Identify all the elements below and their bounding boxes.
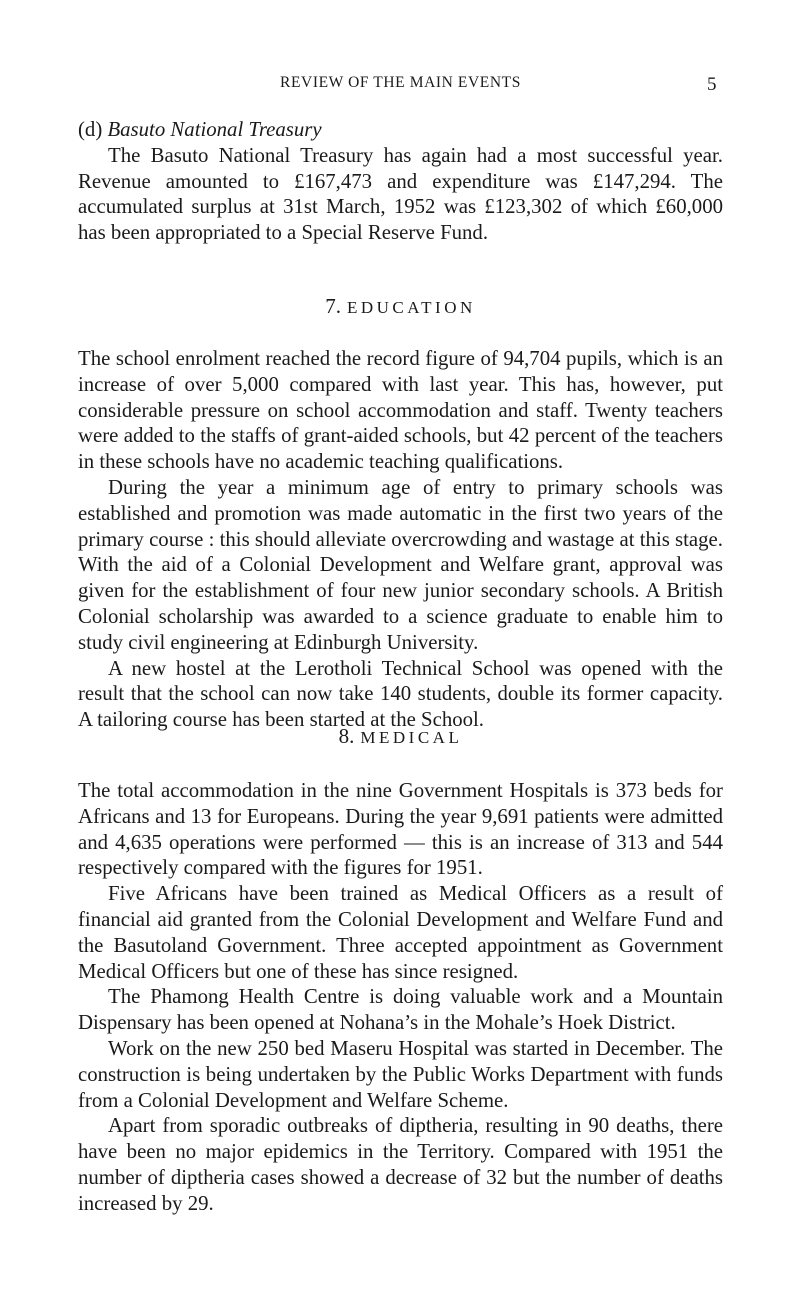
treasury-marker: (d) [78,118,103,141]
medical-title: MEDICAL [360,728,463,747]
medical-number: 8. [338,724,355,748]
treasury-section [78,117,723,246]
medical-paragraph-2: Five Africans have been trained as Medical Officers as a result of financial aid granted from the Colonial Development and Welfare Fund and the Basutoland Government. Three accepted appointment as Government Medical Officers but one of these has since resigned. [78,882,723,983]
medical-paragraph-5: Apart from sporadic outbreaks of diptheria, resulting in 90 deaths, there have been no major epidemics in the Territory. Compared with 1951 the number of diptheria cases showed a decrease of 32 but the number of deaths increased by 29. [78,1114,723,1215]
education-paragraph-2: During the year a minimum age of entry to primary schools was established and promotion was made automatic in the first two years of the primary course : this should alleviate overcrowding and wastage at this stage. With the aid of a Colonial Development and Welfare grant, approval was given for the establishment of four new junior secondary schools. A British Colonial scholarship was awarded to a science graduate to enable him to study civil engineering at Edinburgh University. [78,475,723,654]
education-paragraph-1: The school enrolment reached the record figure of 94,704 pupils, which is an increase of over 5,000 compared with last year. This has, however, put considerable pressure on school accommodation and staff. Twenty teachers were added to the staffs of grant-aided schools, but 42 percent of the teachers in these schools have no academic teaching qualifications. [78,347,723,474]
running-head: REVIEW OF THE MAIN EVENTS [280,74,521,91]
education-number: 7. [325,294,341,318]
education-section [78,346,723,733]
education-paragraph-3: A new hostel at the Lerotholi Technical School was opened with the result that the school can now take 140 students, double its former capacity. A tailoring course has been started at the School. [78,656,723,732]
medical-section [78,778,723,1217]
medical-paragraph-4: Work on the new 250 bed Maseru Hospital was started in December. The construction is being undertaken by the Public Works Department with funds from a Colonial Development and Welfare Scheme. [78,1036,723,1112]
education-title: EDUCATION [346,298,476,317]
page-number: 5 [707,74,717,95]
treasury-title: Basuto National Treasury [107,118,322,141]
medical-paragraph-1: The total accommodation in the nine Government Hospitals is 373 beds for Africans and 13 for Europeans. During the year 9,691 patients were admitted and 4,635 operations were performed — this is an increase of 313 and 544 respectively compared with the figures for 1951. [78,779,723,880]
treasury-paragraph-1: The Basuto National Treasury has again had a most successful year. Revenue amounted to £167,473 and expenditure was £147,294. The accumulated surplus at 31st March, 1952 was £123,302 of which £60,000 has been appropriated to a Special Reserve Fund. [78,143,723,245]
education-heading [0,294,801,319]
treasury-subheading [78,117,723,143]
medical-paragraph-3: The Phamong Health Centre is doing valuable work and a Mountain Dispensary has been opened at Nohana’s in the Mohale’s Hoek District. [78,985,723,1035]
medical-heading [0,724,801,749]
